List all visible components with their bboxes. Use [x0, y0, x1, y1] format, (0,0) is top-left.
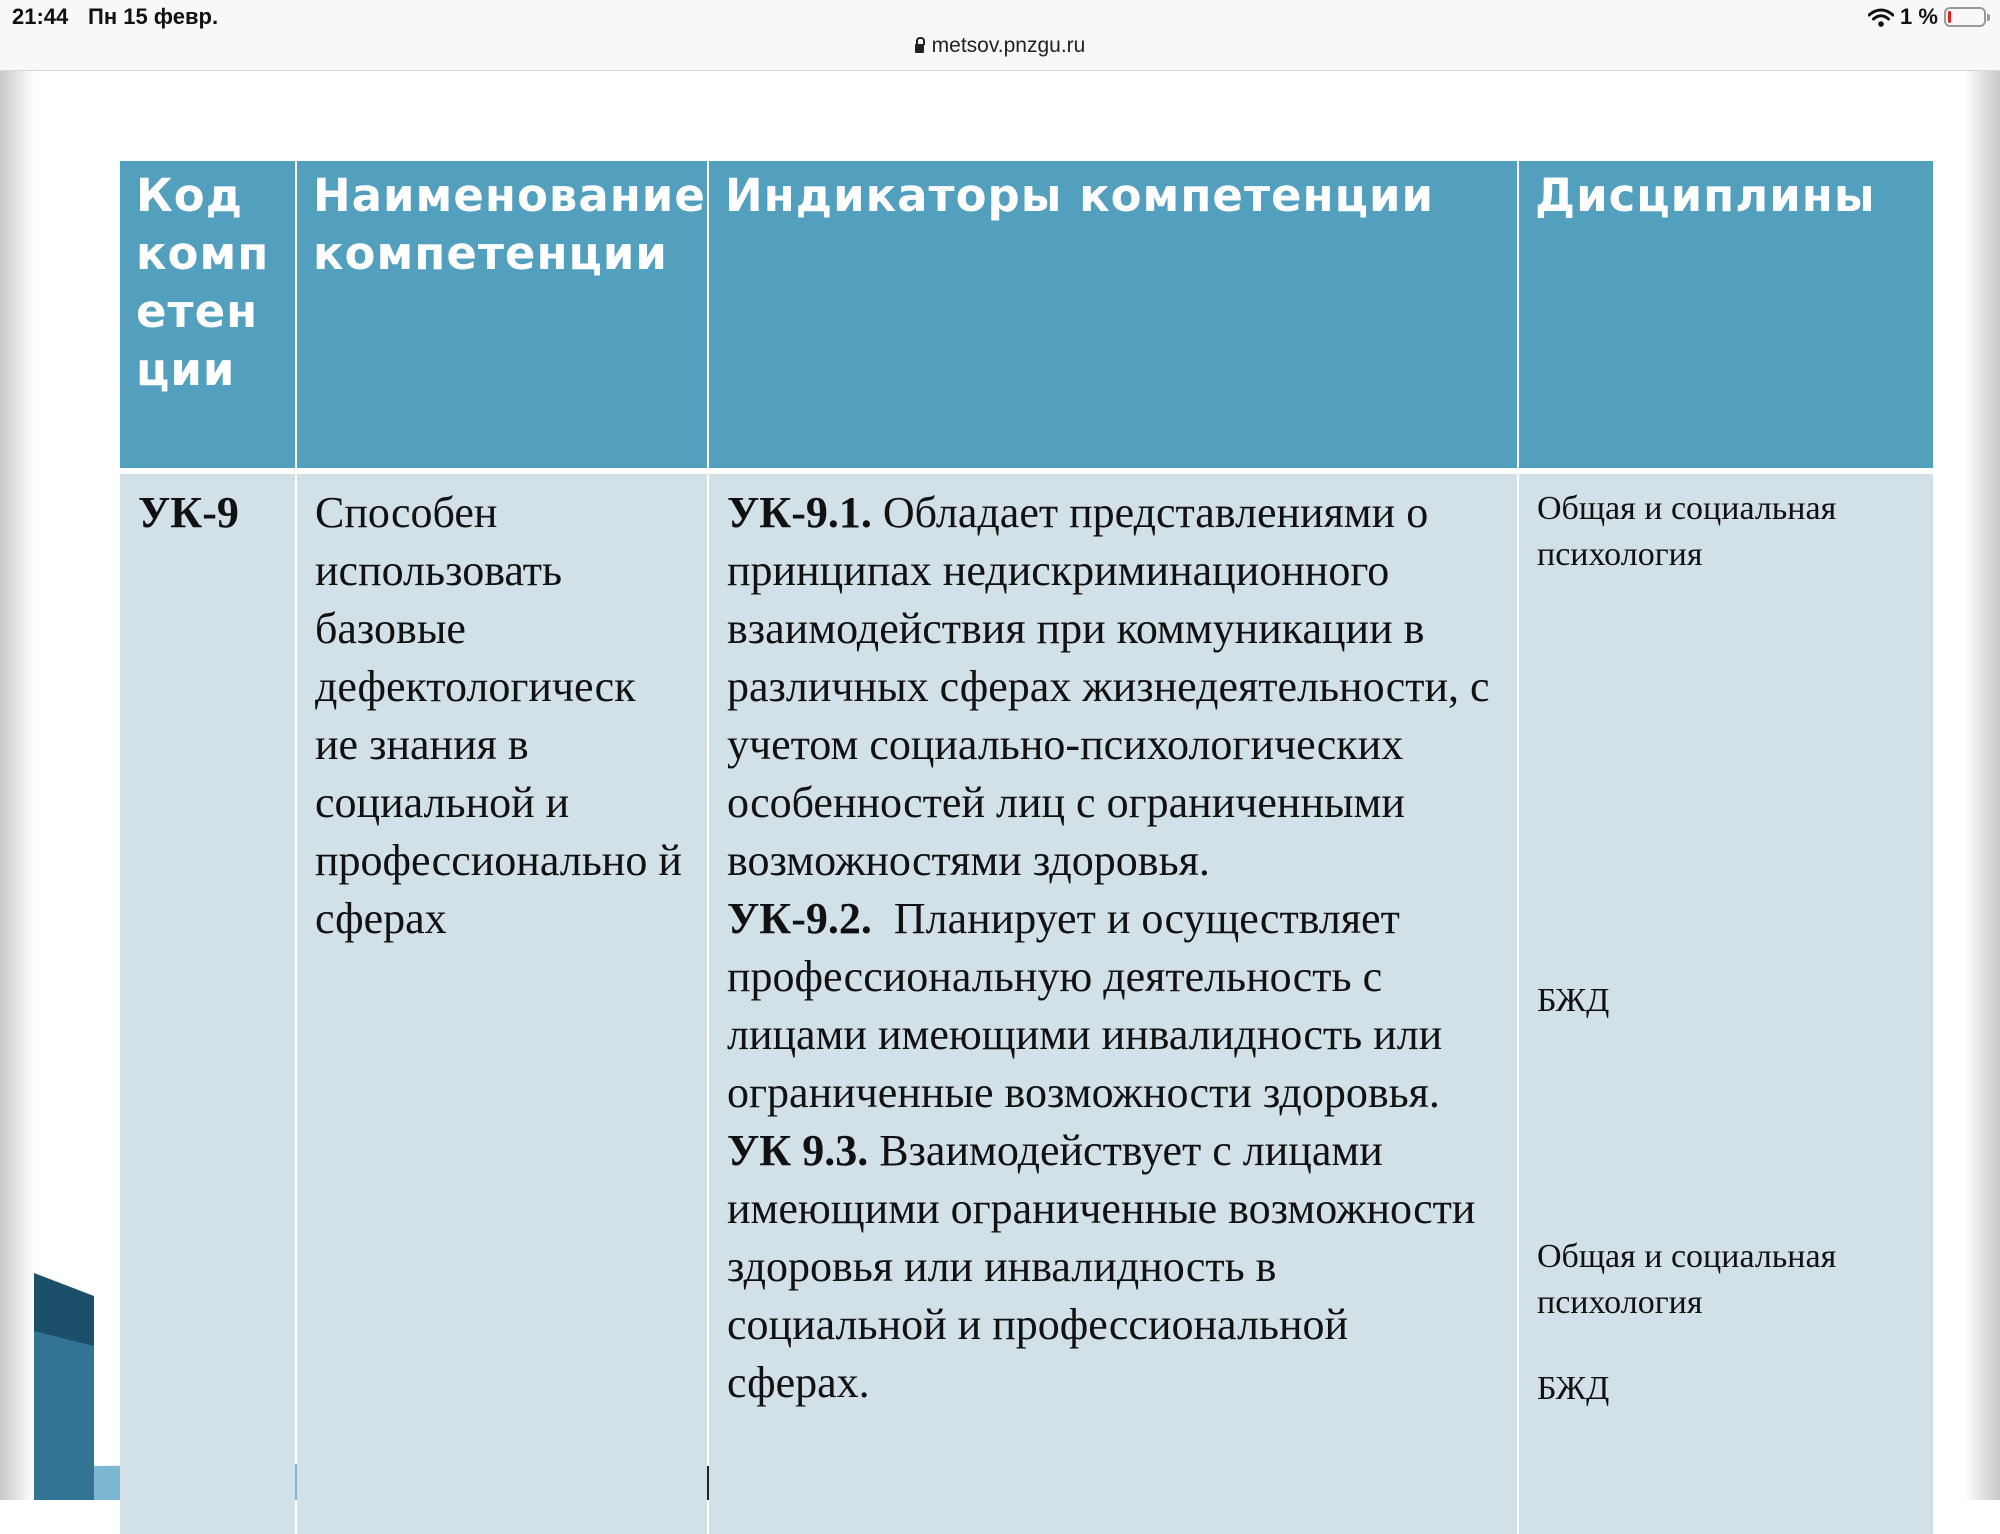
discipline-1: Общая и социальная психология — [1537, 490, 1837, 573]
indicator-1-text: Обладает представлениями о принципах недискриминационного взаимодействия при коммуникации в различных сферах жизнедеятельности, с учетом социально-психологических особенностей лиц с ограниченными возможностями здоровья. — [727, 488, 1490, 885]
lock-icon — [915, 44, 924, 53]
indicator-3-text: Взаимодействует с лицами имеющими ограниченные возможности здоровья или инвалидность в социальной и профессиональной сферах. — [727, 1126, 1476, 1407]
header-code: Код комп етен ции — [120, 161, 295, 468]
discipline-3: Общая и социальная психология — [1537, 1238, 1837, 1321]
cell-name: Способен использовать базовые дефектологическ ие знания в социальной и профессионально й сферах — [297, 474, 707, 1534]
status-time: 21:44 — [12, 4, 69, 29]
competency-table — [120, 161, 1933, 1534]
indicator-1 — [727, 484, 1499, 890]
header-indicators: Индикаторы компетенции — [709, 161, 1517, 468]
discipline-4: БЖД — [1537, 1370, 1610, 1407]
slide-viewport — [0, 71, 2000, 1500]
battery-percent: 1 % — [1900, 4, 1938, 29]
slide — [34, 71, 1966, 1500]
wifi-icon — [1868, 8, 1894, 28]
cell-code: УК-9 — [120, 474, 295, 1534]
battery-level — [1948, 11, 1951, 23]
indicator-3 — [727, 1122, 1499, 1412]
status-date: Пн 15 февр. — [88, 4, 219, 29]
header-disciplines: Дисциплины — [1519, 161, 1933, 468]
indicator-2 — [727, 890, 1499, 1122]
url-text[interactable]: metsov.pnzgu.ru — [931, 34, 1086, 57]
indicator-2-label: УК-9.2. — [727, 894, 872, 943]
status-bar — [0, 0, 2000, 71]
battery-icon — [1944, 7, 1986, 27]
cell-disciplines — [1519, 474, 1933, 1534]
address-bar[interactable] — [0, 34, 2000, 58]
indicator-1-label: УК-9.1. — [727, 488, 872, 537]
discipline-2: БЖД — [1537, 982, 1610, 1019]
indicator-2-text: Планирует и осуществляет профессиональную деятельность с лицами имеющими инвалидность или ограниченные возможности здоровья. — [727, 894, 1454, 1117]
cell-indicators — [709, 474, 1517, 1534]
header-name: Наименование компетенции — [297, 161, 707, 468]
indicator-3-label: УК 9.3. — [727, 1126, 869, 1175]
